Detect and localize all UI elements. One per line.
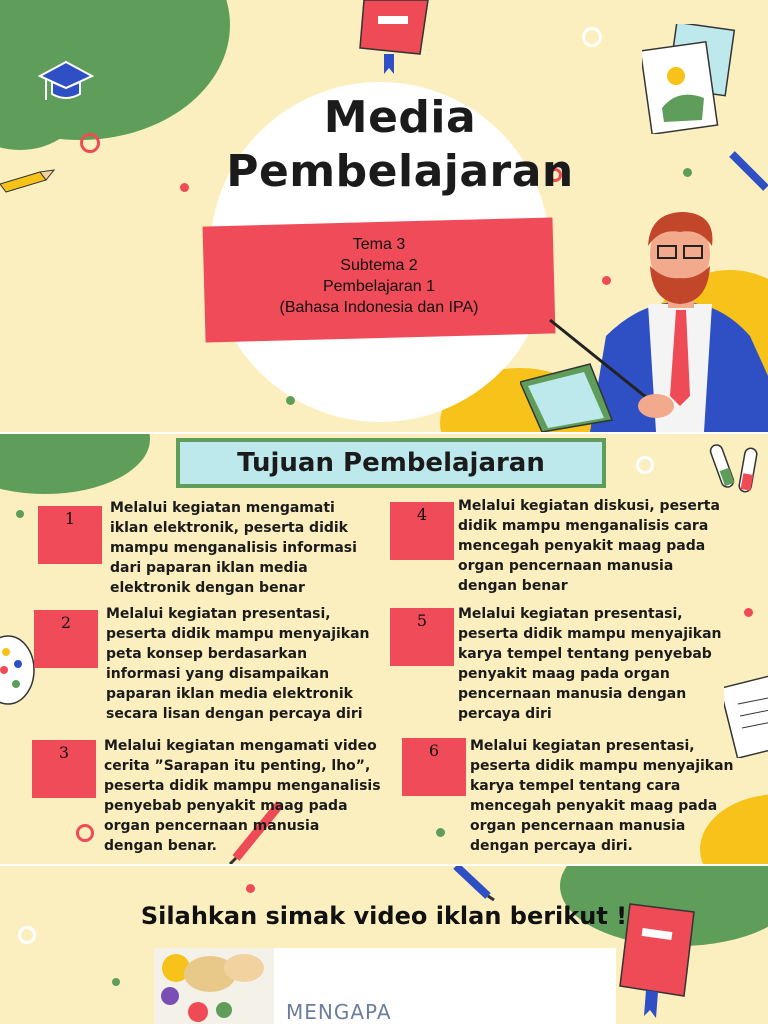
goal-number: 6 [402,738,466,796]
video-caption: MENGAPA [286,1000,392,1024]
goal-line: penyakit maag pada organ [458,666,670,682]
goal-text [458,604,722,724]
teacher-illustration [520,206,768,432]
goal-line: organ pencernaan manusia [104,818,320,834]
subtitle-line: Pembelajaran 1 [322,278,436,295]
goal-line: Melalui kegiatan mengamati [110,500,335,516]
subtitle-line: Tema 3 [352,236,406,253]
decor-dot [112,978,120,986]
goal-line: Melalui kegiatan presentasi, [470,738,695,754]
goal-line: iklan elektronik, peserta didik [110,520,348,536]
video-thumbnail[interactable] [154,948,616,1024]
objectives-heading: Tujuan Pembelajaran [176,438,606,488]
decor-dot [286,396,295,405]
goal-line: peserta didik mampu menyajikan [106,626,370,642]
goal-line: Melalui kegiatan diskusi, peserta [458,498,720,514]
decor-dot [436,828,445,837]
goal-line: peta konsep berdasarkan [106,646,308,662]
goal-line: peserta didik mampu menganalisis [104,778,381,794]
pencil-icon [0,166,56,196]
goal-text [106,604,370,724]
goal-line: dengan benar. [104,838,217,854]
pen-icon [452,866,498,902]
book-icon [356,0,436,76]
subtitle-text [204,234,554,318]
goal-line: didik mampu menganalisis cara [458,518,709,534]
subtitle-line: Subtema 2 [340,257,418,274]
decor-ring [80,133,100,153]
subtitle-line: (Bahasa Indonesia dan IPA) [279,299,479,316]
goal-line: dengan benar [458,578,568,594]
goal-line: Melalui kegiatan presentasi, [106,606,331,622]
goal-line: karya tempel tentang cara [470,778,681,794]
decor-dot [246,884,255,893]
goal-line: cerita ”Sarapan itu penting, lho”, [104,758,371,774]
decor-ring [76,824,94,842]
goal-line: mencegah penyakit maag pada [458,538,706,554]
goal-line: percaya diri [458,706,552,722]
goal-line: pencernaan manusia dengan [458,686,687,702]
pen-icon [726,150,768,196]
slide-objectives [0,434,768,864]
decor-dot [16,510,24,518]
goal-text [470,736,734,856]
slide-video [0,866,768,1024]
goal-number: 1 [38,506,102,564]
goal-line: secara lisan dengan percaya diri [106,706,363,722]
goal-line: informasi yang disampaikan [106,666,330,682]
title-line-1: Media [323,92,477,143]
green-blob [0,434,150,494]
goal-text [104,736,381,856]
video-heading: Silahkan simak video iklan berikut ! [140,902,628,930]
goal-line: peserta didik mampu menyajikan [470,758,734,774]
goal-line: paparan iklan media elektronik [106,686,353,702]
goal-line: mampu menganalisis informasi [110,540,357,556]
goal-line: karya tempel tentang penyebab [458,646,712,662]
goal-line: mencegah penyakit maag pada [470,798,718,814]
goal-line: Melalui kegiatan mengamati video [104,738,377,754]
slide-title [0,0,768,432]
notebook-icon [642,24,738,134]
goal-line: dengan percaya diri. [470,838,633,854]
goal-text [458,496,720,596]
food-illustration [154,948,274,1024]
decor-dot [683,168,692,177]
goal-line: peserta didik mampu menyajikan [458,626,722,642]
goal-number: 4 [390,502,454,560]
goal-number: 3 [32,740,96,798]
goal-line: dari paparan iklan media [110,560,308,576]
goal-line: organ pencernaan manusia [470,818,686,834]
goal-line: elektronik dengan benar [110,580,305,596]
goal-text [110,498,357,598]
graduation-cap-icon [36,54,96,106]
decor-dot [744,608,753,617]
goal-line: Melalui kegiatan presentasi, [458,606,683,622]
decor-ring [636,456,654,474]
decor-ring [582,27,602,47]
test-tube-icon [708,440,768,500]
goal-line: penyebab penyakit maag pada [104,798,348,814]
title-line-2: Pembelajaran [226,146,574,197]
goal-number: 2 [34,610,98,668]
decor-dot [180,183,189,192]
goal-line: organ pencernaan manusia [458,558,674,574]
goal-number: 5 [390,608,454,666]
